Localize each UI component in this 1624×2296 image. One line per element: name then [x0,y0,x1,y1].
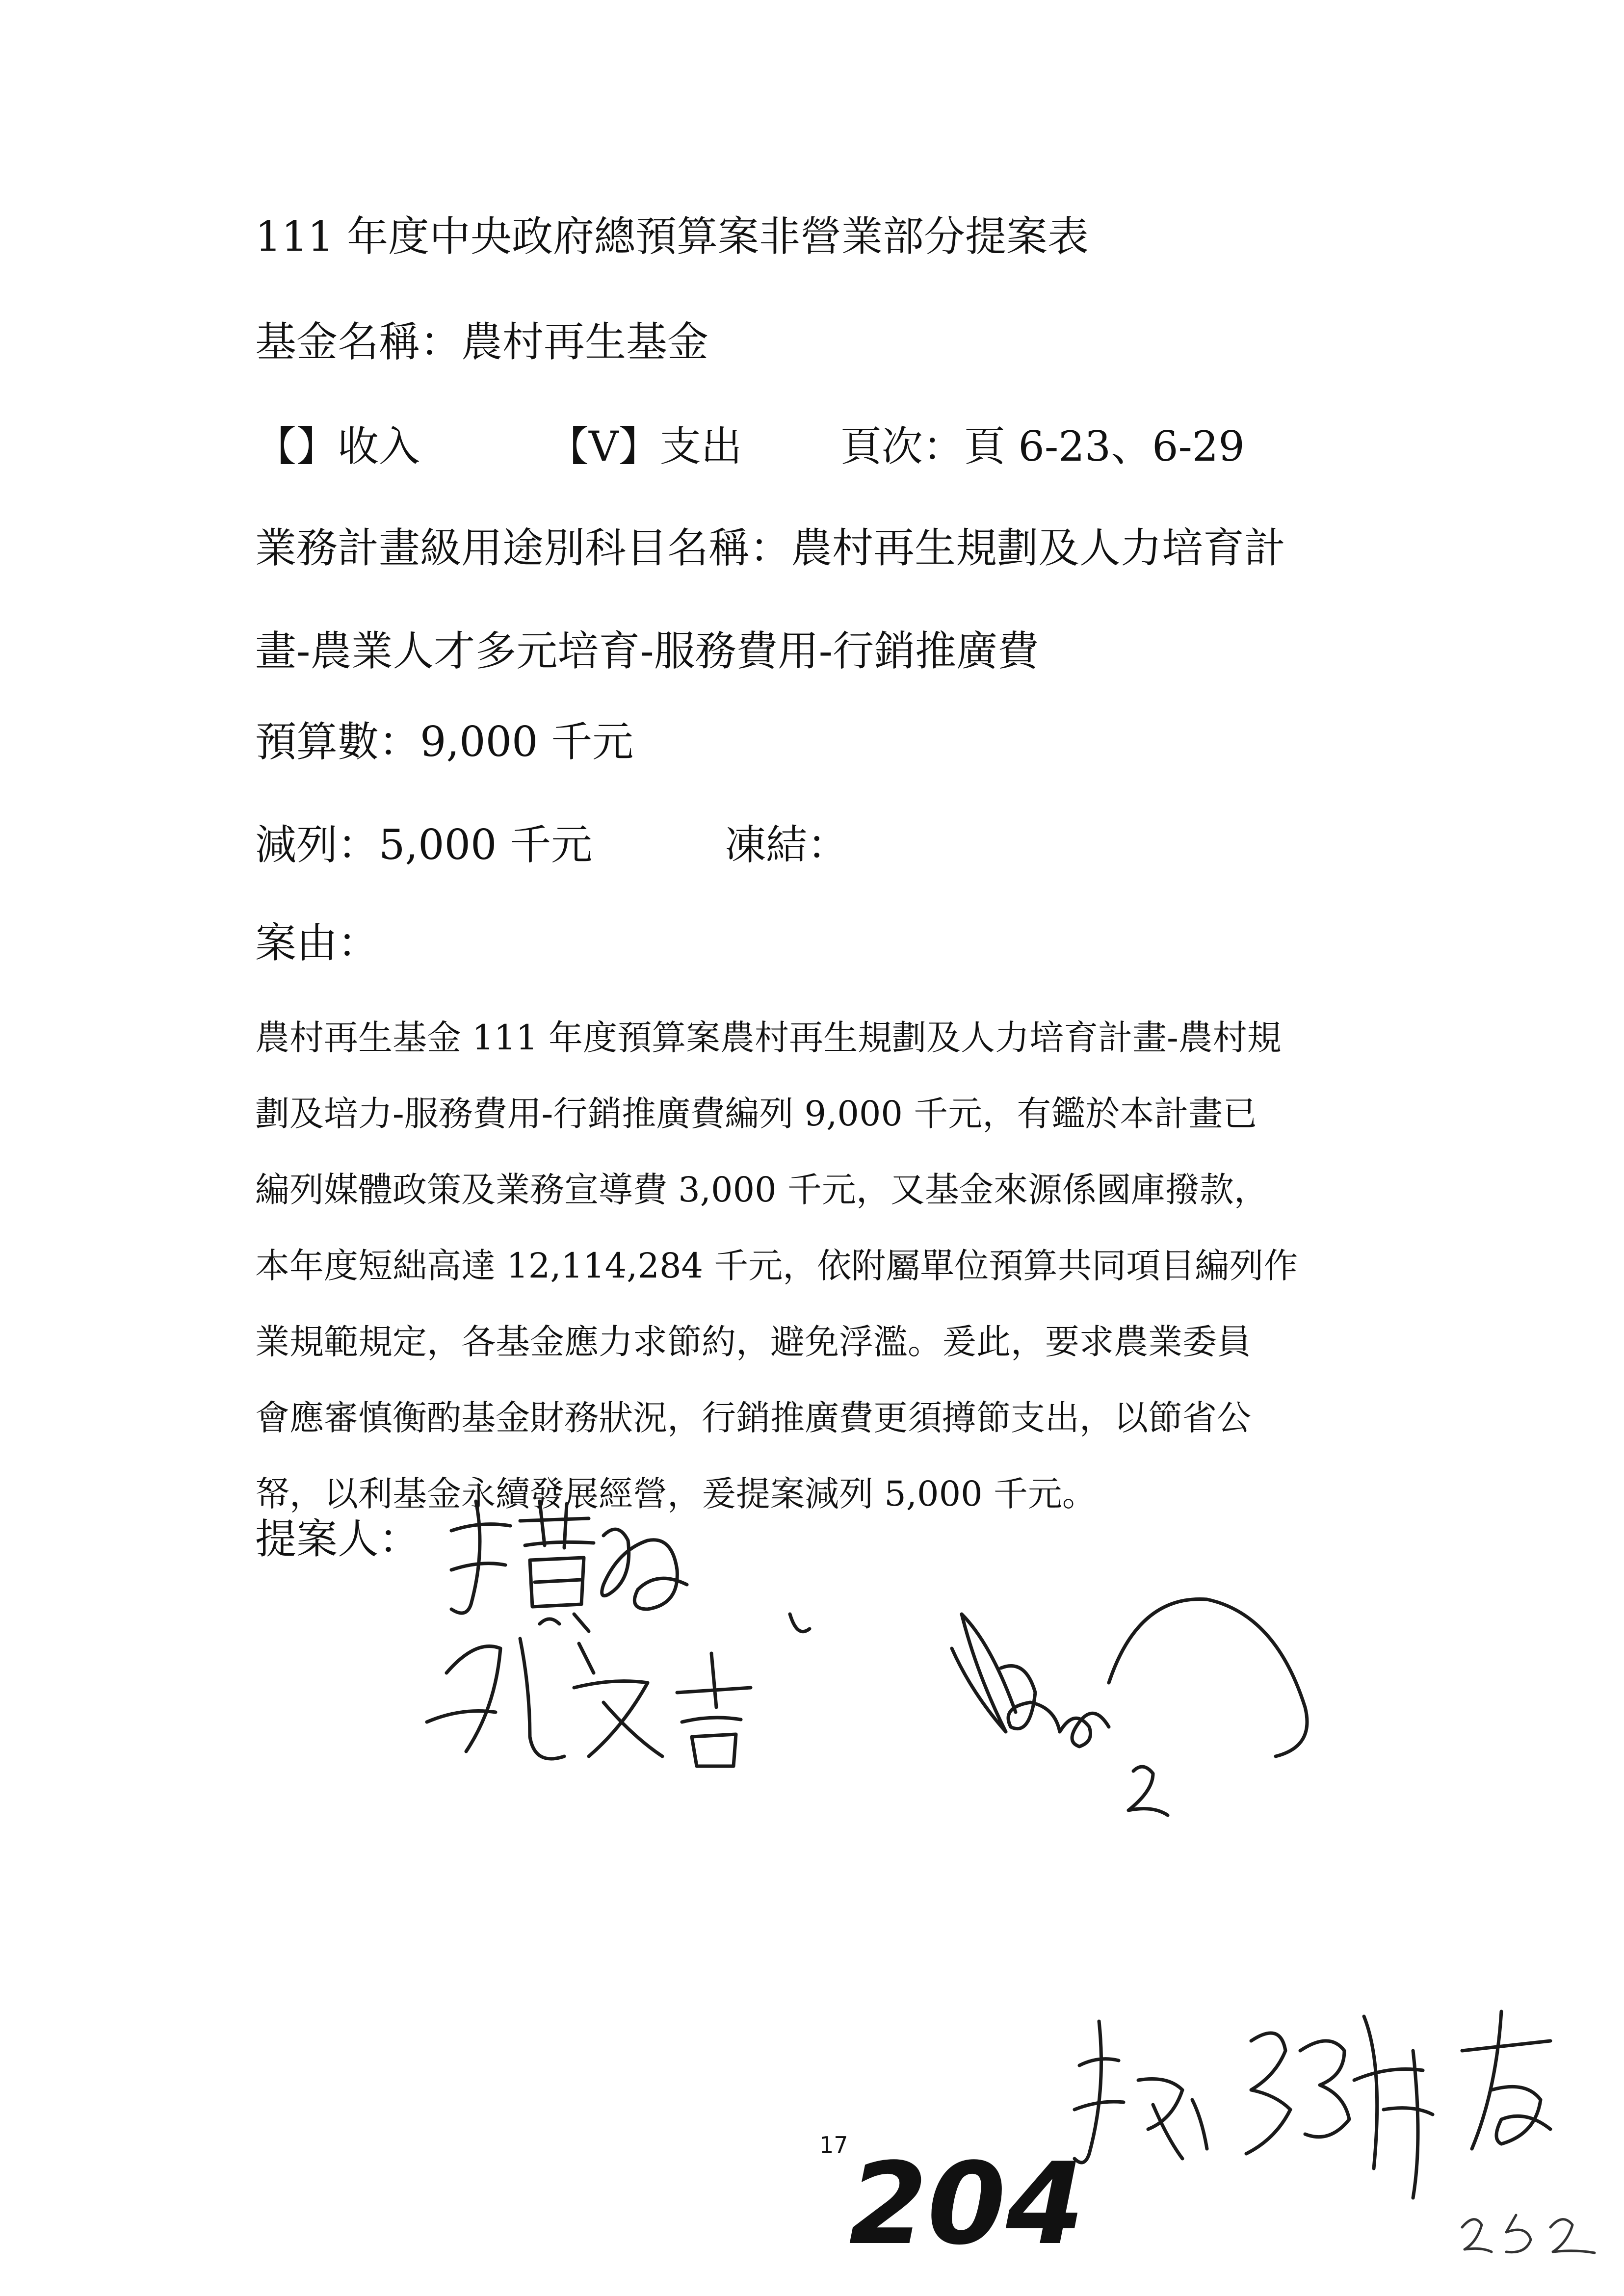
handwritten-sheet-number: 204 [849,2139,1085,2270]
page-reference: 頁次：頁 6-23、6-29 [840,422,1245,470]
proposer-label: 提案人： [255,1515,420,1563]
reason-label: 案由： [255,919,379,967]
signature-2 [417,1609,834,1786]
reason-line: 本年度短絀高達 12,114,284 千元，依附屬單位預算共同項目編列作 [255,1246,1298,1286]
category-row [255,422,1245,470]
subject-line-2: 畫-農業人才多元培育-服務費用-行銷推廣費 [255,627,1039,675]
reason-line: 編列媒體政策及業務宣導費 3,000 千元，又基金來源係國庫撥款， [255,1170,1268,1210]
reason-line: 會應審慎衡酌基金財務狀況，行銷推廣費更須撙節支出，以節省公 [255,1398,1251,1438]
reason-line: 業規範規定，各基金應力求節約，避免浮濫。爰此，要求農業委員 [255,1322,1251,1362]
cut-freeze-row [255,821,849,869]
reason-line: 劃及培力-服務費用-行銷推廣費編列 9,000 千元，有鑑於本計畫已 [255,1094,1257,1134]
cut-amount: 減列：5,000 千元 [255,821,593,869]
page-number: 17 [819,2132,848,2158]
signature-3 [932,1585,1374,1840]
expense-option: 【V】支出 [548,422,742,470]
reason-line: 帑，以利基金永續發展經營，爰提案減列 5,000 千元。 [255,1474,1097,1514]
budget-amount: 預算數：9,000 千元 [255,718,634,766]
signature-4 [1070,1992,1599,2218]
reason-line: 農村再生基金 111 年度預算案農村再生規劃及人力培育計畫-農村規 [255,1018,1282,1058]
fund-name: 基金名稱：農村再生基金 [255,318,709,366]
document-title: 111 年度中央政府總預算案非營業部分提案表 [255,212,1089,261]
freeze-amount: 凍結： [725,821,849,869]
subject-line-1: 業務計畫級用途別科目名稱：農村再生規劃及人力培育計 [255,524,1286,572]
corner-mark [1452,2198,1609,2262]
income-option: 【】收入 [255,422,420,470]
